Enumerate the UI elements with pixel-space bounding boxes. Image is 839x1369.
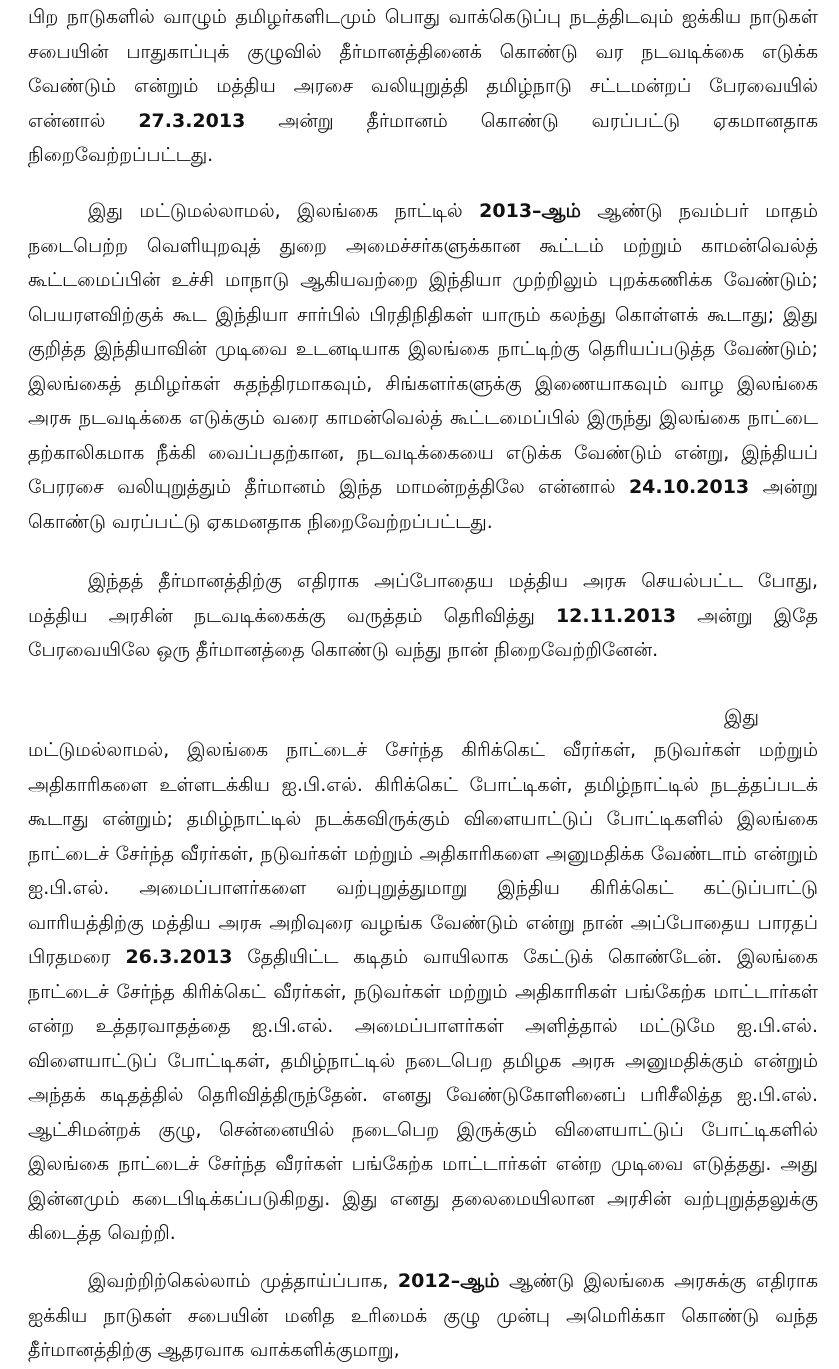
text-segment: ஆண்டு நவம்பர் மாதம் நடைபெற்ற வெளியுறவுத் துறை அமைச்சர்களுக்கான கூட்டம் மற்றும் காமன்வெல்த் கூட்டமைப்பின் உச்சி மாநாடு ஆகியவற்றை இந்தியா முற்றிலும் புறக்கணிக்க வேண்டும்; பெயரளவிற்குக் கூட இந்தியா சார்பில் பிரதிநிதிகள் யாரும் கலந்து கொள்ளக் கூடாது; இது குறித்த இந்தியாவின் முடிவை உடனடியாக இலங்கை நாட்டிற்கு தெரியப்படுத்த வேண்டும்; இலங்கைத் தமிழர்கள் சுதந்திரமாகவும், சிங்களர்களுக்கு இணையாகவும் வாழ இலங்கை அரசு நடவடிக்கை எடுக்கும் வரை காமன்வெல்த் கூட்டமைப்பில் இருந்து இலங்கை நாட்டை தற்காலிகமாக நீக்கி வைப்பதற்கான, நடவடிக்கையை எடுக்க வேண்டும் என்று, இந்தியப் பேரரசை வலியுறுத்தும் தீர்மானம் இந்த மாமன்றத்திலே என்னால் bbox=[28, 200, 818, 498]
text-segment: இந்தத் தீர்மானத்திற்கு எதிராக அப்போதைய மத்திய அரசு செயல்பட்ட போது, மத்திய அரசின் நடவடிக்கைக்கு வருத்தம் தெரிவித்து bbox=[28, 570, 818, 627]
paragraph-2 bbox=[28, 194, 818, 539]
paragraph-1 bbox=[28, 0, 818, 173]
text-segment: மட்டுமல்லாமல், இலங்கை நாட்டைச் சேர்ந்த கிரிக்கெட் வீரர்கள், நடுவர்கள் மற்றும் அதிகாரிகளை உள்ளடக்கிய ஐ.பி.எல். கிரிக்கெட் போட்டிகள், தமிழ்நாட்டில் நடத்தப்படக் கூடாது என்றும்; தமிழ்நாட்டில் நடக்கவிருக்கும் விளையாட்டுப் போட்டிகளில் இலங்கை நாட்டைச் சேர்ந்த வீரர்கள், நடுவர்கள் மற்றும் அதிகாரிகளை அனுமதிக்க வேண்டாம் என்றும் ஐ.பி.எல். அமைப்பாளர்களை வற்புறுத்துமாறு இந்திய கிரிக்கெட் கட்டுப்பாட்டு வாரியத்திற்கு மத்திய அரசு அறிவுரை வழங்க வேண்டும் என்று நான் அப்போதைய பாரதப் பிரதமரை bbox=[28, 739, 818, 968]
year-2012: 2012–ஆம் bbox=[397, 1270, 500, 1292]
text-segment: இது மட்டுமல்லாமல், இலங்கை நாட்டில் bbox=[88, 200, 480, 222]
date-27-3-2013: 27.3.2013 bbox=[138, 109, 246, 132]
text-segment: அன்று இதே பேரவையிலே ஒரு தீர்மானத்தை கொண்டு வந்து நான் நிறைவேற்றினேன். bbox=[28, 604, 818, 661]
paragraph-4 bbox=[28, 733, 818, 1251]
year-2013: 2013–ஆம் bbox=[479, 200, 581, 222]
paragraph-4-lead: இது bbox=[724, 706, 759, 728]
paragraph-3 bbox=[28, 564, 818, 668]
date-26-3-2013: 26.3.2013 bbox=[125, 946, 233, 968]
date-24-10-2013: 24.10.2013 bbox=[628, 476, 750, 498]
text-segment: பிற நாடுகளில் வாழும் தமிழர்களிடமும் பொது வாக்கெடுப்பு நடத்திடவும் ஐக்கிய நாடுகள் சபையின் பாதுகாப்புக் குழுவில் தீர்மானத்தினைக் கொண்டு வர நடவடிக்கை எடுக்க வேண்டும் என்றும் மத்திய அரசை வலியுறுத்தி தமிழ்நாடு சட்டமன்றப் பேரவையில் என்னால் bbox=[28, 6, 818, 132]
text-segment: ஆண்டு இலங்கை அரசுக்கு எதிராக ஐக்கிய நாடுகள் சபையின் மனித உரிமைக் குழு முன்பு அமெரிக்கா கொண்டு வந்த தீர்மானத்திற்கு ஆதரவாக வாக்களிக்குமாறு, bbox=[28, 1270, 819, 1361]
text-segment: தேதியிட்ட கடிதம் வாயிலாக கேட்டுக் கொண்டேன். இலங்கை நாட்டைச் சேர்ந்த கிரிக்கெட் வீரர்கள், நடுவர்கள் மற்றும் அதிகாரிகள் பங்கேற்க மாட்டார்கள் என்ற உத்தரவாதத்தை ஐ.பி.எல். அமைப்பாளர்கள் அளித்தால் மட்டுமே ஐ.பி.எல். விளையாட்டுப் போட்டிகள், தமிழ்நாட்டில் நடைபெற தமிழக அரசு அனுமதிக்கும் என்றும் அந்தக் கடிதத்தில் தெரிவித்திருந்தேன். எனது வேண்டுகோளினைப் பரிசீலித்த ஐ.பி.எல். ஆட்சிமன்றக் குழு, சென்னையில் நடைபெற இருக்கும் விளையாட்டுப் போட்டிகளில் இலங்கை நாட்டைச் சேர்ந்த வீரர்கள் பங்கேற்க மாட்டார்கள் என்ற முடிவை எடுத்தது. அது இன்னமும் கடைபிடிக்கப்படுகிறது. இது எனது தலைமையிலான அரசின் வற்புறுத்தலுக்கு கிடைத்த வெற்றி. bbox=[28, 946, 818, 1244]
text-segment: அன்று கொண்டு வரப்பட்டு ஏகமனதாக நிறைவேற்றப்பட்டது. bbox=[28, 476, 818, 533]
paragraph-5 bbox=[28, 1264, 818, 1368]
text-segment: இவற்றிற்கெல்லாம் முத்தாய்ப்பாக, bbox=[88, 1270, 398, 1292]
text-segment: அன்று தீர்மானம் கொண்டு வரப்பட்டு ஏகமானதாக நிறைவேற்றப்பட்டது. bbox=[28, 109, 818, 166]
date-12-11-2013: 12.11.2013 bbox=[555, 604, 677, 627]
